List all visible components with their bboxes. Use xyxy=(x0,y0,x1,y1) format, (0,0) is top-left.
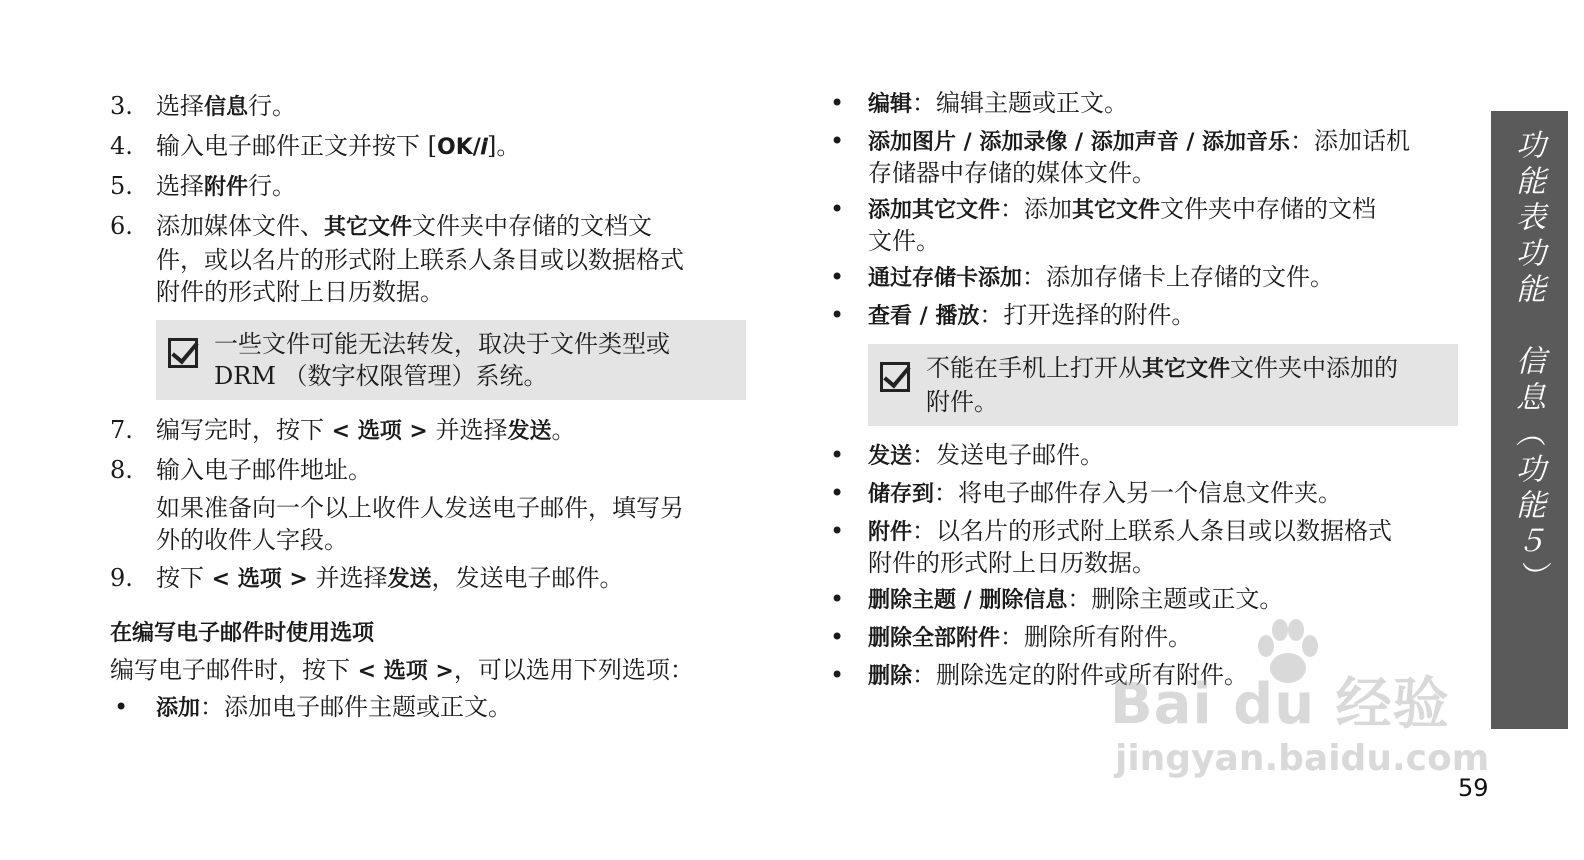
bullet-dot: • xyxy=(830,195,845,223)
softkey-term: < 选项 > xyxy=(357,659,454,684)
bullet-dot: • xyxy=(830,517,845,545)
step-text: 并选择 xyxy=(427,416,508,444)
step-number: 5. xyxy=(110,172,133,200)
step-text: ]。 xyxy=(486,132,521,160)
menu-term: 信息 xyxy=(204,95,249,120)
option-list-top xyxy=(826,88,1466,332)
left-column xyxy=(110,84,750,730)
step-text: 并选择 xyxy=(307,564,388,592)
bullet-dot: • xyxy=(830,441,845,469)
step-line: 外的收件人字段。 xyxy=(156,526,348,554)
option-item xyxy=(826,440,1466,472)
option-desc: ：删除选定的附件或所有附件。 xyxy=(912,661,1249,689)
option-desc: ：打开选择的附件。 xyxy=(979,301,1196,329)
option-desc: ：添加 xyxy=(1000,195,1073,223)
option-term: 储存到 xyxy=(868,482,935,507)
chapter-tab-label: 功能表功能 信息（功能５） xyxy=(1510,129,1545,597)
checkmark-icon xyxy=(880,362,910,392)
step-9 xyxy=(110,562,750,596)
note-line: 一些文件可能无法转发，取决于文件类型或 xyxy=(214,330,670,358)
option-item xyxy=(826,126,1466,188)
option-desc: ：编辑主题或正文。 xyxy=(912,89,1129,117)
step-line xyxy=(156,210,750,244)
step-text: 输入电子邮件正文并按下 [ xyxy=(156,132,437,160)
option-desc: 文件夹中存储的文档 xyxy=(1160,195,1377,223)
step-text: 编写完时，按下 xyxy=(156,416,332,444)
note-line: 附件。 xyxy=(926,388,998,416)
option-line xyxy=(868,440,1466,472)
option-line: 存储器中存储的媒体文件。 xyxy=(868,159,1156,187)
step-line: 附件的形式附上日历数据。 xyxy=(156,278,444,306)
step-text: 添加媒体文件、 xyxy=(156,212,324,240)
step-5 xyxy=(110,170,750,204)
info-key-icon: 𝒊 xyxy=(480,135,487,160)
option-list-bottom xyxy=(826,440,1466,692)
softkey-term: < 选项 > xyxy=(211,567,308,592)
step-4 xyxy=(110,130,750,164)
intro-text: ，可以选用下列选项： xyxy=(453,656,694,684)
option-line xyxy=(868,194,1466,226)
option-line xyxy=(868,516,1466,548)
option-desc: ：以名片的形式附上联系人条目或以数据格式 xyxy=(912,517,1393,545)
note-line xyxy=(926,352,1448,386)
option-desc: ：添加话机 xyxy=(1290,127,1411,155)
step-text: 。 xyxy=(551,416,576,444)
page-number: 59 xyxy=(1458,774,1489,802)
option-desc: ：添加存储卡上存储的文件。 xyxy=(1022,263,1335,291)
bullet-dot: • xyxy=(830,301,845,329)
bullet-dot: • xyxy=(830,585,845,613)
menu-term: 其它文件 xyxy=(324,215,413,240)
option-line xyxy=(868,88,1466,120)
bullet-dot: • xyxy=(830,479,845,507)
menu-term: 发送 xyxy=(507,419,552,444)
step-7 xyxy=(110,414,750,448)
option-term: 附件 xyxy=(868,520,913,545)
step-6 xyxy=(110,210,750,308)
step-text: 按下 xyxy=(156,564,212,592)
option-desc: ：删除主题或正文。 xyxy=(1067,585,1284,613)
menu-term: 其它文件 xyxy=(1142,357,1231,382)
note-box xyxy=(156,320,746,400)
softkey-term: < 选项 > xyxy=(331,419,428,444)
step-line: 如果准备向一个以上收件人发送电子邮件，填写另 xyxy=(156,494,684,522)
checkmark-icon xyxy=(168,338,198,368)
step-line: 件，或以名片的形式附上联系人条目或以数据格式 xyxy=(156,246,684,274)
bullet-dot: • xyxy=(114,693,129,721)
step-number: 9. xyxy=(110,564,133,592)
section-intro xyxy=(110,654,750,688)
note-box-right xyxy=(868,344,1458,426)
option-term: 删除全部附件 xyxy=(868,626,1001,651)
step-text: 行。 xyxy=(248,172,297,200)
option-term: 编辑 xyxy=(868,92,913,117)
step-text: 输入电子邮件地址。 xyxy=(156,456,372,484)
step-text: 文件夹中存储的文档文 xyxy=(412,212,653,240)
option-desc: ：删除所有附件。 xyxy=(1000,623,1193,651)
bullet-dot: • xyxy=(830,89,845,117)
option-line xyxy=(868,584,1466,616)
bullet-dot: • xyxy=(830,661,845,689)
option-term: 查看 / 播放 xyxy=(868,304,980,329)
option-item xyxy=(826,516,1466,578)
option-term: 添加 xyxy=(156,696,201,721)
section-heading: 在编写电子邮件时使用选项 xyxy=(110,621,375,646)
option-term: 删除 xyxy=(868,664,913,689)
option-item xyxy=(826,262,1466,294)
step-number: 3. xyxy=(110,92,133,120)
option-line: 附件的形式附上日历数据。 xyxy=(868,549,1156,577)
bullet-add xyxy=(110,692,750,724)
option-item xyxy=(826,584,1466,616)
option-term: 添加其它文件 xyxy=(868,198,1001,223)
option-term: 通过存储卡添加 xyxy=(868,266,1023,291)
option-item xyxy=(826,88,1466,120)
bullet-dot: • xyxy=(830,127,845,155)
right-column xyxy=(826,84,1466,698)
chapter-tab xyxy=(1491,111,1568,729)
option-desc: ：发送电子邮件。 xyxy=(912,441,1105,469)
option-line xyxy=(868,262,1466,294)
menu-term: 发送 xyxy=(387,567,432,592)
step-number: 4. xyxy=(110,132,133,160)
step-8 xyxy=(110,454,750,486)
step-number: 6. xyxy=(110,212,133,240)
note-text: 文件夹中添加的 xyxy=(1230,354,1399,382)
option-item xyxy=(826,478,1466,510)
step-text: 行。 xyxy=(248,92,297,120)
step-text: ，发送电子邮件。 xyxy=(431,564,624,592)
menu-term: 其它文件 xyxy=(1072,198,1161,223)
step-number: 8. xyxy=(110,456,133,484)
option-line xyxy=(868,622,1466,654)
key-term: OK/ xyxy=(437,135,481,160)
step-text: 选择 xyxy=(156,172,204,200)
note-line: DRM （数字权限管理）系统。 xyxy=(214,362,548,390)
option-term: 删除主题 / 删除信息 xyxy=(868,588,1068,613)
option-item xyxy=(826,300,1466,332)
option-desc: ：将电子邮件存入另一个信息文件夹。 xyxy=(934,479,1343,507)
option-item xyxy=(826,194,1466,256)
menu-term: 附件 xyxy=(204,175,249,200)
option-line xyxy=(868,478,1466,510)
option-item xyxy=(826,622,1466,654)
step-8-continuation xyxy=(110,492,750,556)
option-term: 发送 xyxy=(868,444,913,469)
step-number: 7. xyxy=(110,416,133,444)
option-term: 添加图片 / 添加录像 / 添加声音 / 添加音乐 xyxy=(868,130,1291,155)
bullet-dot: • xyxy=(830,263,845,291)
bullet-dot: • xyxy=(830,623,845,651)
note-text: 不能在手机上打开从 xyxy=(926,354,1142,382)
step-text: 选择 xyxy=(156,92,204,120)
intro-text: 编写电子邮件时，按下 xyxy=(110,656,358,684)
step-3 xyxy=(110,90,750,124)
option-line xyxy=(868,300,1466,332)
option-desc: ：添加电子邮件主题或正文。 xyxy=(200,693,513,721)
option-line xyxy=(868,126,1466,158)
option-line: 文件。 xyxy=(868,227,940,255)
watermark-brand: Bai du 经验 xyxy=(1110,672,1450,737)
watermark-url: jingyan.baidu.com xyxy=(1115,738,1490,779)
